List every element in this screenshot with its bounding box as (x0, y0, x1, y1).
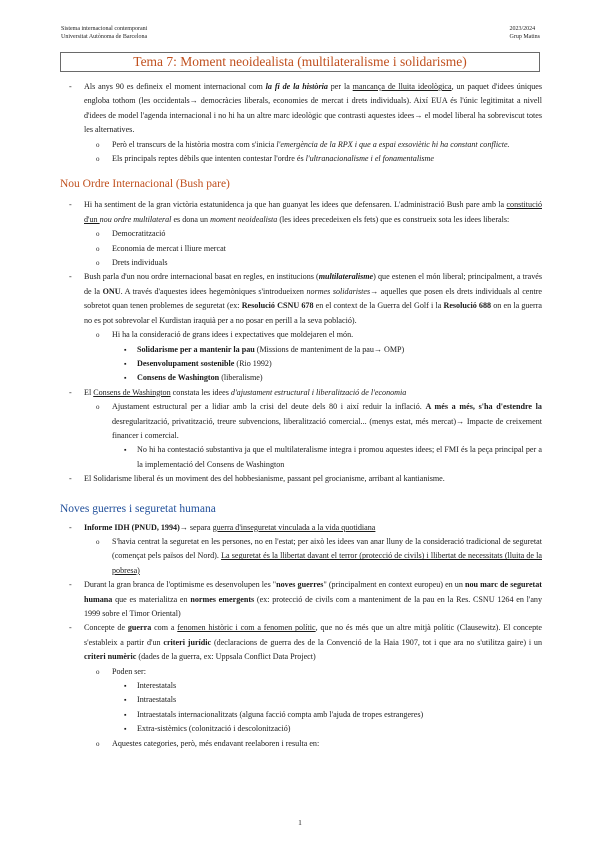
text: . A través d'aquestes idees hegemòniques s'introdueixen (120, 286, 307, 296)
text: l'emergència de la RPX i que a espai exsoviètic hi ha constant conflicte. (276, 139, 510, 149)
text: , un paquet d'idees úniques engloba tothom (les occidentals→ democràcies liberals, economies de mercat i drets individuals). Així EUA és l'únic legitimitat a nivell d'idees de model l'agenda internacional i no hi ha un altre marc ideològic que contrasti aquestes idees→ el model liberal ha sobreviscut totes les alternatives. (84, 82, 542, 135)
text: ; per això les idees van anar lluny de la consideració tradicional de seguretat (començat pels països del Nord). (112, 536, 542, 561)
bullet-point: ▪ No hi ha contestació substantiva ja que el multilateralisme integra i promou aquestes idees; el FMI és la peça principal per a la implementació del Consens de Washington (60, 443, 542, 472)
list-item (60, 621, 542, 664)
list-subitem (60, 535, 542, 578)
text: d'ajustament estructural i liberalització de l'economia (230, 387, 407, 397)
university-name: Universitat Autònoma de Barcelona (61, 33, 148, 40)
text: l'ultranacionalisme i el fonamentalisme (305, 154, 434, 164)
text: normes solidaristes (306, 286, 371, 296)
text: noves guerres (276, 580, 324, 590)
text: criteri jurídic (163, 637, 212, 647)
text: nou marc de seguretat humana (84, 580, 542, 604)
text: la fi de la història (265, 82, 328, 91)
header-right (510, 26, 541, 41)
intro-paragraph (60, 80, 542, 138)
text: Informe IDH (PNUD, 1994) (84, 522, 180, 532)
text: normes emergents (190, 594, 255, 604)
list-item (60, 521, 542, 535)
bullet-point (60, 343, 542, 357)
text: Ajustament estructural per a lidiar amb la crisi del deute dels 80 i així reduir la inflació. (112, 402, 426, 412)
page-number: 1 (298, 818, 302, 827)
page-title: Tema 7: Moment neoidealista (multilateralisme i solidarisme) (133, 54, 467, 69)
text: guerra (127, 623, 152, 633)
text: ONU (102, 286, 121, 296)
text: nou ordre multilateral (99, 214, 172, 224)
text: Bush parla d'un nou ordre internacional basat en regles, en institucions ( (84, 272, 319, 282)
text: que es materialitza en (112, 594, 191, 604)
list-item (60, 386, 542, 400)
text: → separa (179, 522, 213, 532)
text: multilateralisme (318, 272, 374, 282)
list-item (60, 270, 542, 328)
text: , que no és més que un altre mitjà polític (Clausewitz). El concepte s'estableix a partir d'un (84, 623, 542, 647)
text: mancança de lluita ideològica (352, 82, 452, 91)
text: guerra d'inseguretat vinculada a la vida quotidiana (212, 522, 376, 532)
list-subitem: o Hi ha la consideració de grans idees i expectatives que moldejaren el món. (60, 328, 542, 342)
list-subitem: o Democratització (60, 227, 542, 241)
text: El (84, 387, 94, 397)
list-subitem (60, 400, 542, 443)
group-name: Grup Matins (509, 33, 540, 40)
text: Durant la gran branca de l'optimisme es desenvolupen les " (84, 580, 277, 590)
list-subitem: o Aquestes categories, però, més endavant reelaboren i resulta en: (60, 737, 542, 751)
text: S'havia centrat la seguretat en les persones, no en l'estat (112, 536, 294, 546)
text: Resolució CSNU 678 (241, 301, 314, 311)
bullet-point (60, 357, 542, 371)
text: Resolució 688 (443, 301, 492, 311)
intro-subitem (60, 138, 542, 152)
list-item: - El Solidarisme liberal és un moviment des del hobbesianisme, passant pel grocianisme, arribant al kantianisme. (60, 472, 542, 486)
text: Solidarisme per a mantenir la pau (137, 344, 255, 354)
bullet-point: ▪ Intraestatals internacionalitzats (alguna facció compta amb l'ajuda de tropes estrangeres) (60, 708, 542, 722)
text: es dona un (171, 214, 211, 224)
bullet-point: ▪ Interestatals (60, 679, 542, 693)
text: → aquelles que posen els drets individuals al centre sobretot quan tenen problemes de seguretat (ex: (84, 286, 542, 311)
text: desregularització, privatització, treure subvencions, liberalització comercial... (menys estat, més mercat)→ Impacte de creixement financer i comercial. (112, 416, 542, 440)
list-item (60, 198, 542, 227)
text: (dades de la guerra, ex: Uppsala Conflict Data Project) (136, 652, 316, 662)
text: Als anys 90 es defineix el moment internacional com (84, 82, 266, 91)
list-item (60, 578, 542, 621)
text: fenomen històric i com a fenomen polític (177, 623, 316, 633)
text: en el context de la Guerra del Golf i la (313, 301, 444, 311)
text: " (principalment en context europeu) en un (323, 580, 465, 590)
text: criteri numèric (84, 652, 137, 662)
header-left (61, 26, 147, 41)
bullet-point (60, 371, 542, 385)
text: com a (151, 623, 178, 633)
text: Consens de Washington (93, 387, 171, 397)
text: La seguretat és la llibertat davant el terror (protecció de civils) i llibertat de necessitats (lluita de la pobresa) (112, 551, 542, 575)
text: Concepte de (84, 623, 128, 633)
text: (Rio 1992) (234, 358, 272, 368)
list-subitem: o Economia de mercat i lliure mercat (60, 242, 542, 256)
section-heading-nou-ordre: Nou Ordre Internacional (Bush pare) (60, 178, 230, 191)
list-subitem: o Poden ser: (60, 665, 542, 679)
text: Però el transcurs de la història mostra com s'inicia (112, 139, 277, 149)
text: per la (327, 82, 353, 91)
bullet-point: ▪ Extra-sistèmics (colonització i descolonització) (60, 722, 542, 736)
text: moment neoidealista (210, 214, 278, 224)
text: Els principals reptes dèbils que intenten contestar l'ordre és (112, 154, 306, 164)
list-subitem: o Drets individuals (60, 256, 542, 270)
bullet-point: ▪ Intraestatals (60, 693, 542, 707)
text: constata les idees (170, 387, 231, 397)
course-name: Sistema internacional contemporani (61, 26, 148, 32)
text: ) que estenen el món liberal; principalment, a través de la (84, 272, 542, 296)
text: Consens de Washington (137, 373, 220, 383)
text: (declaracions de guerra des de la Convenció de la Haia 1907, tot i que ara no s'utilitza gaire) i un (211, 637, 543, 647)
text: on en la guerra no es pot sobrevolar el Kurdistan iraquià per a no posar en perill a la seva població). (84, 301, 542, 325)
text: (Missions de manteniment de la pau→ OMP) (254, 344, 405, 354)
text: Desenvolupament sostenible (137, 358, 235, 368)
academic-year: 2023/2024 (509, 26, 536, 32)
text: (ex: protecció de civils com a manteniment de la pau en la Res. CSNU 1264 en l'any 1999 sobre el Timor Oriental) (84, 594, 543, 618)
text: (liberalisme) (219, 373, 263, 383)
document-body (60, 80, 542, 751)
title-box (60, 52, 540, 72)
text: A més a més, s'ha d'estendre la (425, 402, 542, 412)
section-heading-noves-guerres: Noves guerres i seguretat humana (60, 502, 216, 515)
intro-subitem (60, 152, 542, 166)
text: Hi ha sentiment de la gran victòria estatunidenca ja que han guanyat les idees que defensaren. L'administració Bush pare amb la (84, 200, 507, 210)
text: constitució d'un (84, 200, 542, 224)
text: (les idees precedeixen els fets) que es construeix sota les idees liberals: (277, 214, 510, 224)
